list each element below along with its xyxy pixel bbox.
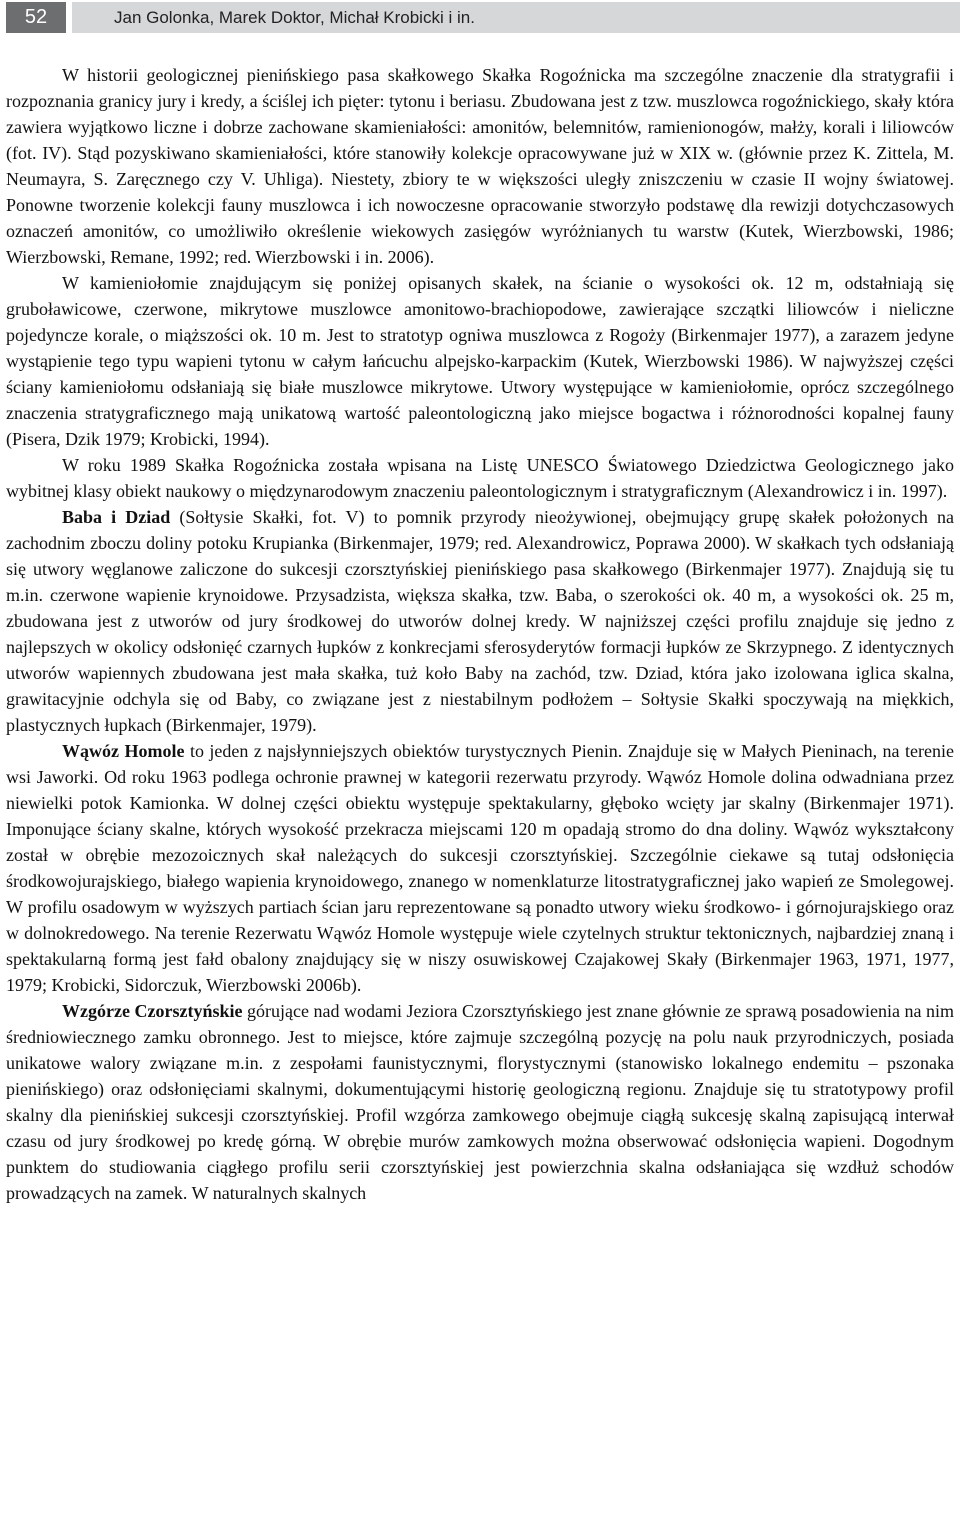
paragraph-heading: Wąwóz Homole (62, 741, 185, 761)
paragraph-text: górujące nad wodami Jeziora Czorsztyńskiego jest znane głównie ze sprawą posadowienia na nim średniowiecznego zamku obronnego. Jest to miejsce, które zajmuje szczególną pozycję na polu nauk przyrodniczych, posiada unikatowe walory związane m.in. z zespołami faunistycznymi, florystycznymi (stanowisko lokalnego endemitu – pszonaka pienińskiego) oraz odsłonięciami skalnymi, dokumentującymi historię geologiczną regionu. Znajduje się tu stratotypowy profil skalny dla pienińskiej sukcesji czorsztyńskiej. Profil wzgórza zamkowego obejmuje ciągłą sukcesję skalną zapisującą interwał czasu od jury środkowej po kredę górną. W obrębie murów zamkowych można obserwować odsłonięcia wapieni. Dogodnym punktem do studiowania ciągłego profilu serii czorsztyńskiej jest powierzchnia skalna odsłaniająca się wzdłuż schodów prowadzących na zamek. W naturalnych skalnych (6, 1001, 954, 1203)
header-authors: Jan Golonka, Marek Doktor, Michał Krobicki i in. (114, 8, 475, 27)
paragraph-baba-i-dziad (6, 504, 954, 738)
article-body (6, 62, 954, 1206)
paragraph-unesco (6, 452, 954, 504)
paragraph-heading: Baba i Dziad (62, 507, 171, 527)
running-header (6, 2, 960, 33)
paragraph-text: W kamieniołomie znajdującym się poniżej opisanych skałek, na ścianie o wysokości ok. 12 m, odstałniają się gruboławicowe, czerwone, mikrytowe muszlowce amonitowo-brachiopodowe, zawierające szczątki liliowców i nieliczne pojedyncze korale, o miąższości ok. 10 m. Jest to stratotyp ogniwa muszlowca z Rogoży (Birkenmajer 1977), a zarazem jedyne wystąpienie tego typu wapieni tytonu w całym łańcuchu alpejsko-karpackim (Kutek, Wierzbowski 1986). W najwyższej części ściany kamieniołomu odsłaniają się białe muszlowce mikrytowe. Utwory występujące w kamieniołomie, oprócz szczególnego znaczenia stratygraficznego mają unikatową wartość paleontologiczną jako miejsce bogactwa i różnorodności kopalnej fauny (Pisera, Dzik 1979; Krobicki, 1994). (6, 273, 954, 449)
paragraph-text: (Sołtysie Skałki, fot. V) to pomnik przyrody nieożywionej, obejmujący grupę skałek położonych na zachodnim zboczu doliny potoku Krupianka (Birkenmajer, 1979; red. Alexandrowicz, Poprawa 2000). W skałkach tych odsłaniają się utwory węglanowe zaliczone do sukcesji czorsztyńskiej pienińskiego pasa skałkowego (Birkenmajer 1977). Znajdują się tu m.in. czerwone wapienie krynoidowe. Przysadzista, większa skałka, tzw. Baba, o szerokości ok. 40 m, a wysokości ok. 25 m, zbudowana jest z utworów od jury środkowej do utworów dolnej kredy. W najniższej części profilu znajduje się jedno z najlepszych w okolicy odsłonięć czarnych łupków z konkrecjami sferosyderytów formacji łupków ze Skrzypnego. Z identycznych utworów wapiennych zbudowana jest mała skałka, tuż koło Baby na zachód, tzw. Dziad, która jako izolowana iglica skalna, grawitacyjnie odchyla się od Baby, co związane jest z niestabilnym podłożem – Sołtysie Skałki spoczywają na miękkich, plastycznych łupkach (Birkenmajer, 1979). (6, 507, 954, 735)
header-band (72, 2, 960, 33)
paragraph-kamieniolom (6, 270, 954, 452)
paragraph-skalka-rogoznicka (6, 62, 954, 270)
paragraph-heading: Wzgórze Czorsztyńskie (62, 1001, 243, 1021)
page-number: 52 (6, 2, 66, 33)
paragraph-wawoz-homole (6, 738, 954, 998)
paragraph-wzgorze-czorsztynskie (6, 998, 954, 1206)
paragraph-text: W historii geologicznej pienińskiego pasa skałkowego Skałka Rogoźnicka ma szczególne znaczenie dla stratygrafii i rozpoznania granicy jury i kredy, a ściślej ich pięter: tytonu i beriasu. Zbudowana jest z tzw. muszlowca rogoźnickiego, skały która zawiera wyjątkowo liczne i dobrze zachowane skamieniałości: amonitów, belemnitów, ramienionogów, małży, korali i liliowców (fot. IV). Stąd pozyskiwano skamieniałości, które stanowiły kolekcje opracowywane już w XIX w. (głównie przez K. Zittela, M. Neumayra, S. Zaręcznego czy V. Uhliga). Niestety, zbiory te w większości uległy zniszczeniu w czasie II wojny światowej. Ponowne tworzenie kolekcji fauny muszlowca i ich nowoczesne opracowanie stworzyło podstawę dla rewizji dotychczasowych oznaczeń amonitów, co umożliwiło określenie wiekowych zasięgów wyróżnianych tu warstw (Kutek, Wierzbowski, 1986; Wierzbowski, Remane, 1992; red. Wierzbowski i in. 2006). (6, 65, 954, 267)
paragraph-text: to jeden z najsłynniejszych obiektów turystycznych Pienin. Znajduje się w Małych Pieninach, na terenie wsi Jaworki. Od roku 1963 podlega ochronie prawnej w kategorii rezerwatu przyrody. Wąwóz Homole dolina odwadniana przez niewielki potok Kamionka. W dolnej części obiektu występuje spektakularny, głęboko wcięty jar skalny (Birkenmajer 1971). Imponujące ściany skalne, których wysokość przekracza miejscami 120 m opadają stromo do dna doliny. Wąwóz wykształcony został w obrębie mezozoicznych skał należących do sukcesji czorsztyńskiej. Szczególnie ciekawe są tutaj odsłonięcia środkowojurajskiego, białego wapienia krynoidowego, znanego w nomenklaturze litostratygraficznej jako wapień ze Smolegowej. W profilu osadowym w wyższych partiach ścian jaru reprezentowane są ponadto utwory wieku środkowo- i górnojurajskiego oraz w dolnokredowego. Na terenie Rezerwatu Wąwóz Homole występuje wiele czytelnych struktur tektonicznych, najbardziej znaną i spektakularną formą jest fałd obalony znajdujący się w niszy osuwiskowej Czajakowej Skały (Birkenmajer 1963, 1971, 1977, 1979; Krobicki, Sidorczuk, Wierzbowski 2006b). (6, 741, 954, 995)
paragraph-text: W roku 1989 Skałka Rogoźnicka została wpisana na Listę UNESCO Światowego Dziedzictwa Geologicznego jako wybitnej klasy obiekt naukowy o międzynarodowym znaczeniu paleontologicznym i stratygraficznym (Alexandrowicz i in. 1997). (6, 455, 954, 501)
